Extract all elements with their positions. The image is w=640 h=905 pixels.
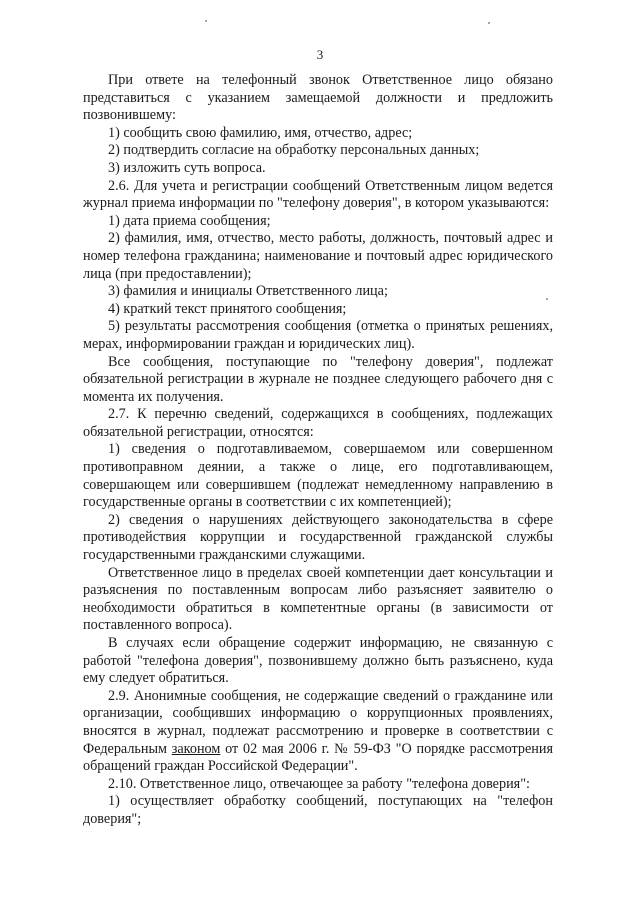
list-item: 4) краткий текст принятого сообщения; bbox=[108, 300, 347, 317]
section-2-6: 2.6. Для учета и регистрации сообщений Ответственным лицом ведется журнал приема информации по "телефону доверия", в котором указываются: bbox=[83, 177, 553, 212]
section-2-10: 2.10. Ответственное лицо, отвечающее за работу "телефона доверия": bbox=[108, 775, 530, 792]
list-item: 1) осуществляет обработку сообщений, поступающих на "телефон доверия"; bbox=[83, 793, 553, 827]
paragraph-text: от 02 мая 2006 г. № 59-ФЗ "О порядке рассмотрения обращений граждан Российской Федерации". bbox=[83, 740, 553, 775]
list-item: 2) сведения о нарушениях действующего законодательства в сфере противодействия коррупции и государственной гражданской службы государственными гражданскими служащими. bbox=[83, 511, 553, 564]
paragraph: Все сообщения, поступающие по "телефону доверия", подлежат обязательной регистрации в журнале не позднее следующего рабочего дня с момента их получения. bbox=[83, 353, 553, 405]
paragraph: Ответственное лицо в пределах своей компетенции дает консультации и разъяснения по поставленным вопросам либо разъясняет заявителю о необходимости обратиться в компетентные органы (в зависимости от поставленного вопроса). bbox=[83, 564, 553, 634]
section-2-9 bbox=[83, 688, 553, 776]
list-item: 5) результаты рассмотрения сообщения (отметка о принятых решениях, мерах, информировании граждан и юридических лиц). bbox=[83, 318, 553, 352]
list-item: 1) сообщить свою фамилию, имя, отчество, адрес; bbox=[108, 124, 413, 141]
list-item: 3) изложить суть вопроса. bbox=[108, 159, 266, 176]
page-number: 3 bbox=[316, 47, 324, 62]
law-link[interactable]: законом bbox=[171, 740, 221, 757]
list-item: 1) дата приема сообщения; bbox=[108, 212, 271, 229]
list-item: 1) сведения о подготавливаемом, совершаемом или совершенном противоправном деянии, а также о лице, его подготавливающем, совершающем или совершившем (подлежат немедленному направлению в государственные органы в соответствии с их компетенцией); bbox=[83, 441, 553, 511]
paragraph: В случаях если обращение содержит информацию, не связанную с работой "телефона доверия", позвонившему должно быть разъяснено, куда ему следует обратиться. bbox=[83, 635, 553, 687]
scan-speck bbox=[488, 22, 490, 24]
section-2-7: 2.7. К перечню сведений, содержащихся в сообщениях, подлежащих обязательной регистрации, относятся: bbox=[83, 406, 553, 440]
paragraph-text: 2.9. Анонимные сообщения, не содержащие сведений о гражданине или организации, сообщивших информацию о коррупционных проявлениях, вносятся в журнал, подлежат рассмотрению и проверке в соответствии с Федеральным bbox=[83, 687, 553, 757]
scan-speck bbox=[205, 20, 207, 22]
list-item: 2) фамилия, имя, отчество, место работы, должность, почтовый адрес и номер телефона гражданина; наименование и почтовый адрес юридического лица (при предоставлении); bbox=[83, 230, 553, 282]
list-item: 2) подтвердить согласие на обработку персональных данных; bbox=[108, 142, 480, 159]
document-body bbox=[83, 72, 553, 829]
list-item: 3) фамилия и инициалы Ответственного лица; bbox=[108, 283, 388, 300]
paragraph: При ответе на телефонный звонок Ответственное лицо обязано представиться с указанием замещаемой должности и предложить позвонившему: bbox=[83, 72, 553, 124]
